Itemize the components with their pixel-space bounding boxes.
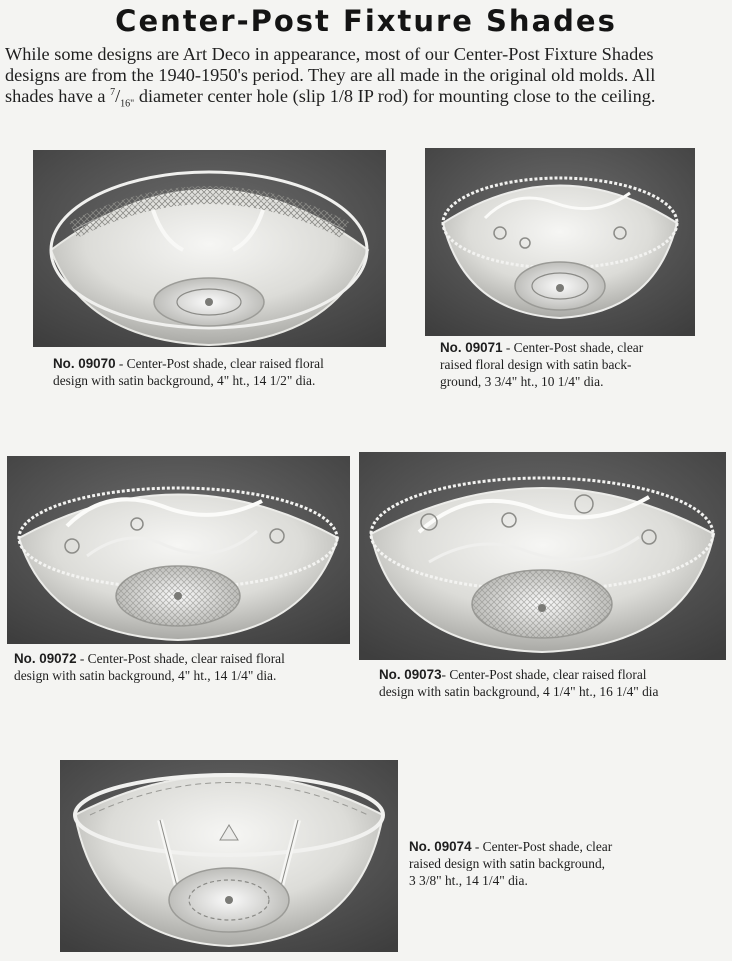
caption-text: - Center-Post shade, clear raised floral xyxy=(441,667,647,682)
product-number: No. 09073 xyxy=(379,667,442,682)
product-caption-09070 xyxy=(53,355,373,389)
caption-line-3: ground, 3 3/4" ht., 10 1/4" dia. xyxy=(440,374,604,389)
intro-line-2: designs are from the 1940-1950's period. They are all made in the original old molds. All xyxy=(5,65,656,85)
fraction-numerator: 7 xyxy=(110,86,116,98)
caption-line-1 xyxy=(14,650,354,667)
caption-line-2: design with satin background, 4" ht., 14 1/4" dia. xyxy=(14,668,277,683)
caption-line-1 xyxy=(379,666,724,683)
shade-photo-09070 xyxy=(33,150,386,347)
product-number: No. 09072 xyxy=(14,651,77,666)
product-caption-09071 xyxy=(440,339,720,390)
intro-line-3: shades have a $^7/_{16"}$ diameter center hole (slip 1/8 IP rod) for mounting close to the ceiling. xyxy=(5,86,656,110)
product-number: No. 09074 xyxy=(409,839,472,854)
caption-text: - Center-Post shade, clear raised floral xyxy=(115,356,324,371)
caption-line-2: design with satin background, 4 1/4" ht., 16 1/4" dia xyxy=(379,684,659,699)
intro-paragraph xyxy=(5,44,727,110)
page-title: Center-Post Fixture Shades xyxy=(115,4,617,38)
shade-photo-09071 xyxy=(425,148,695,336)
caption-line-1 xyxy=(53,355,373,372)
product-number: No. 09071 xyxy=(440,340,503,355)
shade-photo-09073 xyxy=(359,452,726,660)
shade-photo-09074 xyxy=(60,760,398,952)
caption-text: - Center-Post shade, clear xyxy=(502,340,644,355)
shade-photo-09072 xyxy=(7,456,350,644)
product-number: No. 09070 xyxy=(53,356,116,371)
caption-line-2: design with satin background, 4" ht., 14 1/2" dia. xyxy=(53,373,316,388)
product-caption-09072 xyxy=(14,650,354,684)
intro-line-1: While some designs are Art Deco in appearance, most of our Center-Post Fixture Shades xyxy=(5,44,654,64)
caption-line-2: raised design with satin background, xyxy=(409,856,605,871)
caption-line-1 xyxy=(409,838,709,855)
caption-line-2: raised floral design with satin back- xyxy=(440,357,632,372)
caption-line-3: 3 3/8" ht., 14 1/4" dia. xyxy=(409,873,528,888)
intro-line-3-start: shades have a xyxy=(5,86,111,106)
caption-text: - Center-Post shade, clear raised floral xyxy=(76,651,285,666)
intro-line-3-end: diameter center hole (slip 1/8 IP rod) for mounting close to the ceiling. xyxy=(134,86,656,106)
caption-line-1 xyxy=(440,339,720,356)
fraction-denominator: 16" xyxy=(120,98,135,110)
product-caption-09074 xyxy=(409,838,709,889)
caption-text: - Center-Post shade, clear xyxy=(471,839,613,854)
product-caption-09073 xyxy=(379,666,724,700)
